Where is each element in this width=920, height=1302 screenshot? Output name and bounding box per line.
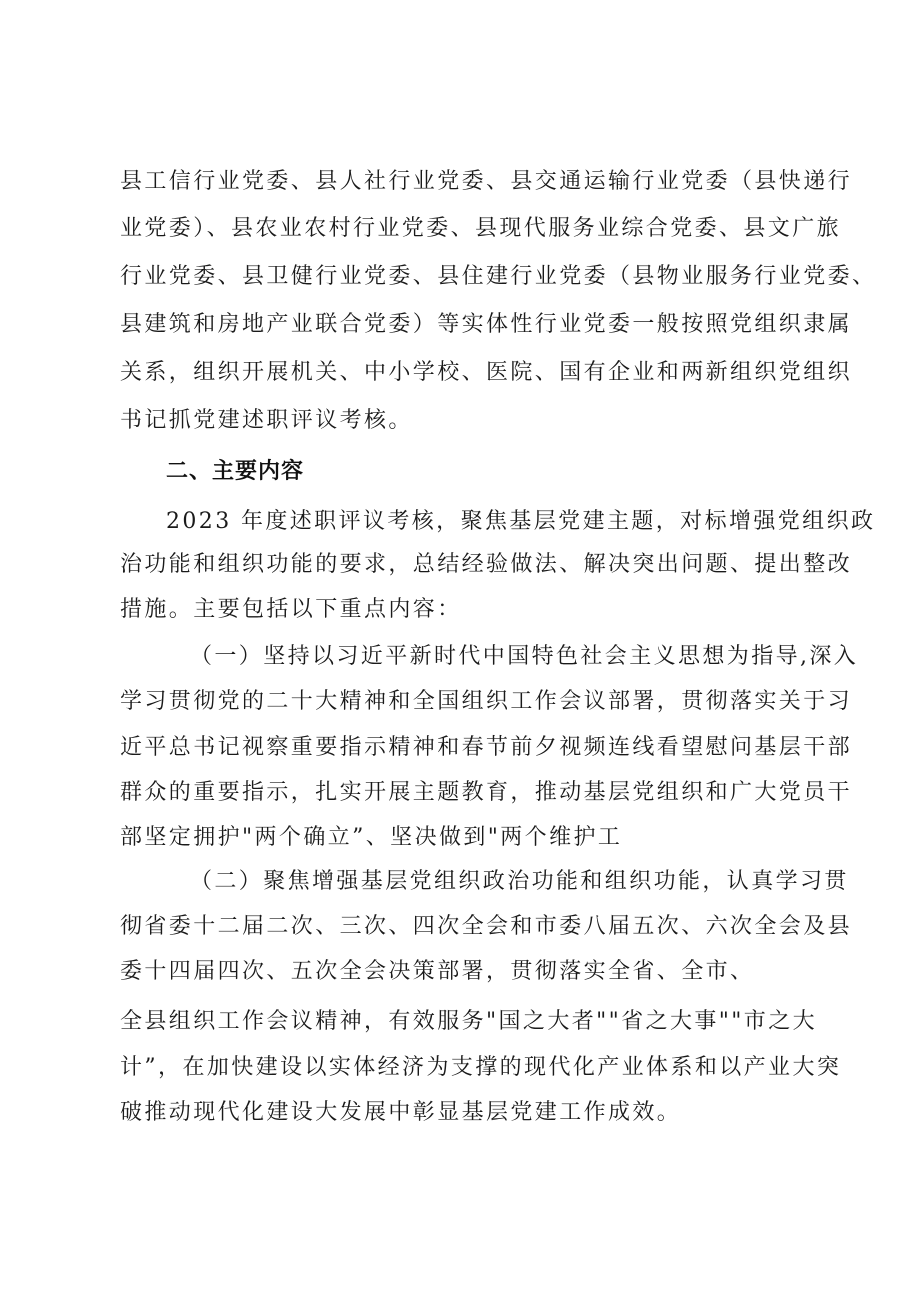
paragraph-line: 2023 年度述职评议考核，聚焦基层党建主题，对标增强党组织政 [166, 509, 876, 534]
list-item-line: 全县组织工作会议精神，有效服务"国之大者""省之大事""市之大 [120, 1009, 817, 1034]
list-item-line: 破推动现代化建设大发展中彰显基层党建工作成效。 [120, 1100, 682, 1125]
list-item-line: 委十四届四次、五次全会决策部署，贯彻落实全省、全市、 [120, 959, 755, 984]
list-item-line: （一）坚持以习近平新时代中国特色社会主义思想为指导,深入 [190, 644, 859, 669]
paragraph-line: 行业党委、县卫健行业党委、县住建行业党委（县物业服务行业党委、 [120, 264, 877, 289]
paragraph-line: 措施。主要包括以下重点内容： [120, 597, 462, 622]
section-heading: 二、主要内容 [166, 459, 305, 484]
list-item-line: （二）聚焦增强基层党组织政治功能和组织功能，认真学习贯 [190, 869, 849, 894]
list-item-line: 群众的重要指示，扎实开展主题教育，推动基层党组织和广大党员干 [120, 780, 853, 805]
paragraph-line: 关系，组织开展机关、中小学校、医院、国有企业和两新组织党组织 [120, 360, 853, 385]
list-item-line: 近平总书记视察重要指示精神和春节前夕视频连线看望慰问基层干部 [120, 735, 853, 760]
paragraph-line: 治功能和组织功能的要求，总结经验做法、解决突出问题、提出整改 [120, 552, 853, 577]
list-item-line: 彻省委十二届二次、三次、四次全会和市委八届五次、六次全会及县 [120, 914, 853, 939]
list-item-line: 学习贯彻党的二十大精神和全国组织工作会议部署，贯彻落实关于习 [120, 689, 853, 714]
paragraph-line: 书记抓党建述职评议考核。 [120, 408, 413, 433]
paragraph-line: 县建筑和房地产业联合党委）等实体性行业党委一般按照党组织隶属 [120, 312, 853, 337]
paragraph-line: 业党委）、县农业农村行业党委、县现代服务业综合党委、县文广旅 [120, 216, 842, 241]
paragraph-line: 县工信行业党委、县人社行业党委、县交通运输行业党委（县快递行 [120, 169, 853, 194]
list-item-line: 部坚定拥护"两个确立”、坚决做到"两个维护工 [120, 825, 623, 850]
list-item-line: 计”，在加快建设以实体经济为支撑的现代化产业体系和以产业大突 [120, 1055, 842, 1080]
